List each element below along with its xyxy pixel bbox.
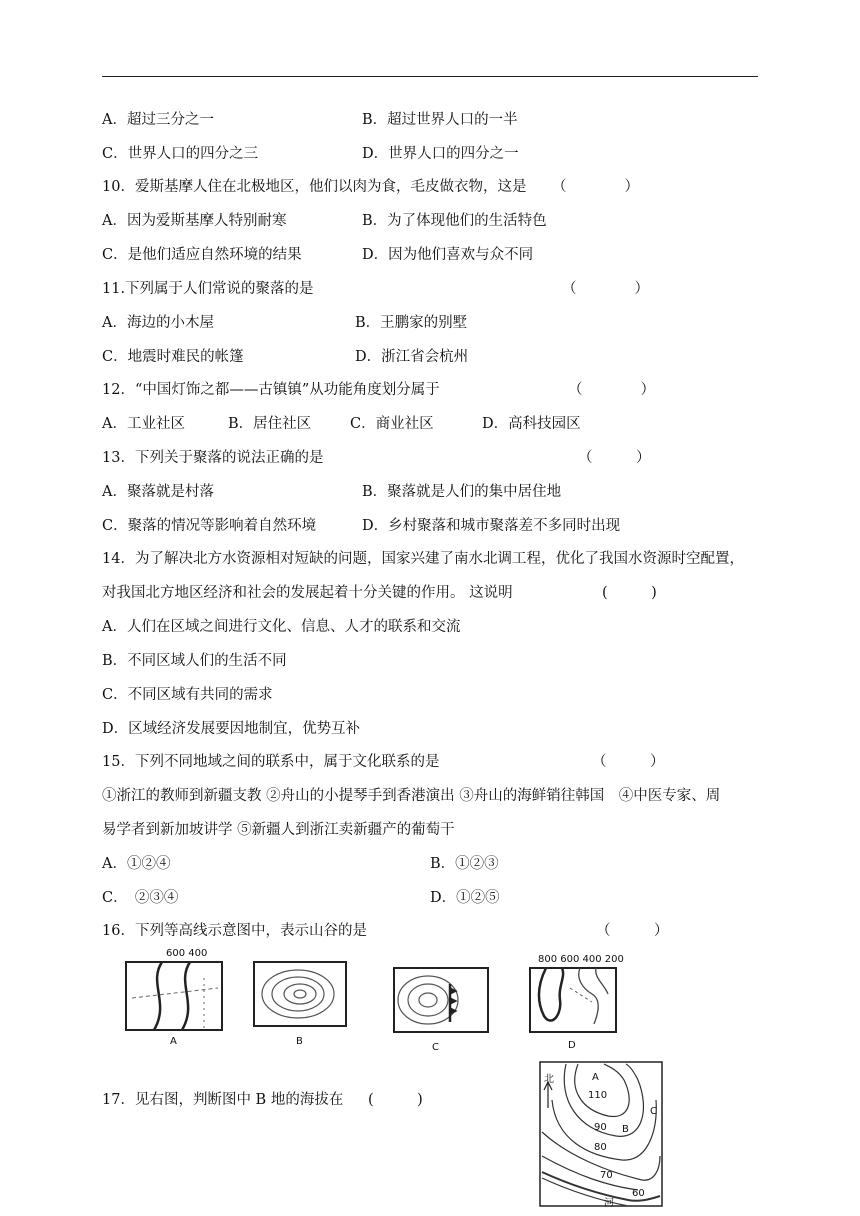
map-label-b: B (622, 1124, 629, 1135)
q15-option-d: D．①②⑤ (430, 890, 500, 906)
contour-figure-d (522, 954, 632, 1052)
q12-option-a: A．工业社区 (102, 416, 185, 432)
q14-answer-paren: ( ) (602, 585, 657, 601)
header-rule (102, 76, 758, 77)
q13-option-a: A．聚落就是村落 (102, 484, 214, 500)
map-label-110: 110 (588, 1090, 608, 1101)
q14-option-a: A．人们在区域之间进行文化、信息、人才的联系和交流 (102, 619, 461, 635)
q11-option-d: D．浙江省会杭州 (355, 349, 469, 365)
q17-stem: 17．见右图，判断图中 B 地的海拔在 (102, 1092, 344, 1108)
q10-answer-paren: （ ） (552, 179, 639, 195)
q17-contour-map (538, 1060, 666, 1210)
map-label-river: 河 (604, 1198, 614, 1209)
q13-option-c: C．聚落的情况等影响着自然环境 (102, 518, 317, 534)
q15-option-c: C． ②③④ (102, 890, 179, 906)
q10-option-c: C．是他们适应自然环境的结果 (102, 247, 302, 263)
q12-option-b: B．居住社区 (228, 416, 312, 432)
q14-stem-line2: 对我国北方地区经济和社会的发展起着十分关键的作用。 这说明 (102, 585, 513, 601)
q11-option-a: A．海边的小木屋 (102, 315, 214, 331)
map-north-label: 北 (544, 1074, 554, 1085)
contour-figure-b (248, 956, 358, 1048)
q14-option-c: C．不同区域有共同的需求 (102, 687, 273, 703)
map-label-60: 60 (632, 1188, 645, 1199)
map-label-a: A (592, 1072, 599, 1083)
figure-a-caption: A (170, 1036, 177, 1047)
q15-items-line2: 易学者到新加坡讲学 ⑤新疆人到浙江卖新疆产的葡萄干 (102, 822, 455, 838)
q15-option-a: A．①②④ (102, 856, 171, 872)
map-label-c: C (650, 1106, 657, 1117)
q13-stem: 13．下列关于聚落的说法正确的是 (102, 450, 324, 466)
q16-answer-paren: （ ） (596, 923, 669, 939)
q13-option-d: D．乡村聚落和城市聚落差不多同时出现 (362, 518, 621, 534)
q12-option-d: D．高科技园区 (482, 416, 581, 432)
q13-answer-paren: （ ） (578, 450, 651, 466)
q15-option-b: B．①②③ (430, 856, 499, 872)
q11-answer-paren: （ ） (562, 281, 649, 297)
contour-figure-a (118, 948, 228, 1048)
q12-option-c: C．商业社区 (350, 416, 434, 432)
q14-option-d: D．区域经济发展要因地制宜，优势互补 (102, 721, 361, 737)
figure-c-contours (388, 962, 498, 1054)
map-label-80: 80 (594, 1142, 607, 1153)
q13-option-b: B．聚落就是人们的集中居住地 (362, 484, 562, 500)
q15-answer-paren: （ ） (592, 754, 665, 770)
figure-c-caption: C (432, 1042, 439, 1053)
q11-option-b: B．王鹏家的别墅 (355, 315, 468, 331)
q10-option-d: D．因为他们喜欢与众不同 (362, 247, 534, 263)
q16-stem: 16．下列等高线示意图中，表示山谷的是 (102, 923, 367, 939)
map-label-70: 70 (600, 1170, 613, 1181)
q9-option-a: A．超过三分之一 (102, 112, 214, 128)
q14-stem-line1: 14．为了解决北方水资源相对短缺的问题，国家兴建了南水北调工程，优化了我国水资源时空配置， (102, 551, 744, 567)
q17-answer-paren: ( ) (368, 1092, 423, 1108)
q14-option-b: B．不同区域人们的生活不同 (102, 653, 287, 669)
q17-map-drawing (538, 1060, 666, 1210)
q9-option-b: B．超过世界人口的一半 (362, 112, 518, 128)
q11-stem: 11.下列属于人们常说的聚落的是 (102, 281, 314, 297)
q9-option-c: C．世界人口的四分之三 (102, 146, 259, 162)
q9-option-d: D．世界人口的四分之一 (362, 146, 519, 162)
map-label-90: 90 (594, 1122, 607, 1133)
q12-stem: 12．“中国灯饰之都——古镇镇”从功能角度划分属于 (102, 382, 440, 398)
contour-figure-c (388, 962, 498, 1054)
figure-d-caption: D (568, 1040, 576, 1051)
q15-items-line1: ①浙江的教师到新疆支教 ②舟山的小提琴手到香港演出 ③舟山的海鲜销往韩国 ④中医专家、周 (102, 788, 721, 804)
q10-option-a: A．因为爱斯基摩人特别耐寒 (102, 213, 287, 229)
figure-b-caption: B (296, 1036, 303, 1047)
q12-answer-paren: （ ） (568, 382, 655, 398)
q15-stem: 15．下列不同地域之间的联系中，属于文化联系的是 (102, 754, 440, 770)
figure-a-top-label: 600 400 (166, 948, 208, 959)
figure-d-contours (522, 954, 632, 1052)
figure-d-top-label: 800 600 400 200 (538, 954, 624, 965)
q10-stem: 10．爱斯基摩人住在北极地区，他们以肉为食，毛皮做衣物，这是 (102, 179, 527, 195)
figure-a-contours (118, 948, 228, 1048)
q11-option-c: C．地震时难民的帐篷 (102, 349, 244, 365)
figure-b-contours (248, 956, 358, 1048)
q10-option-b: B．为了体现他们的生活特色 (362, 213, 547, 229)
